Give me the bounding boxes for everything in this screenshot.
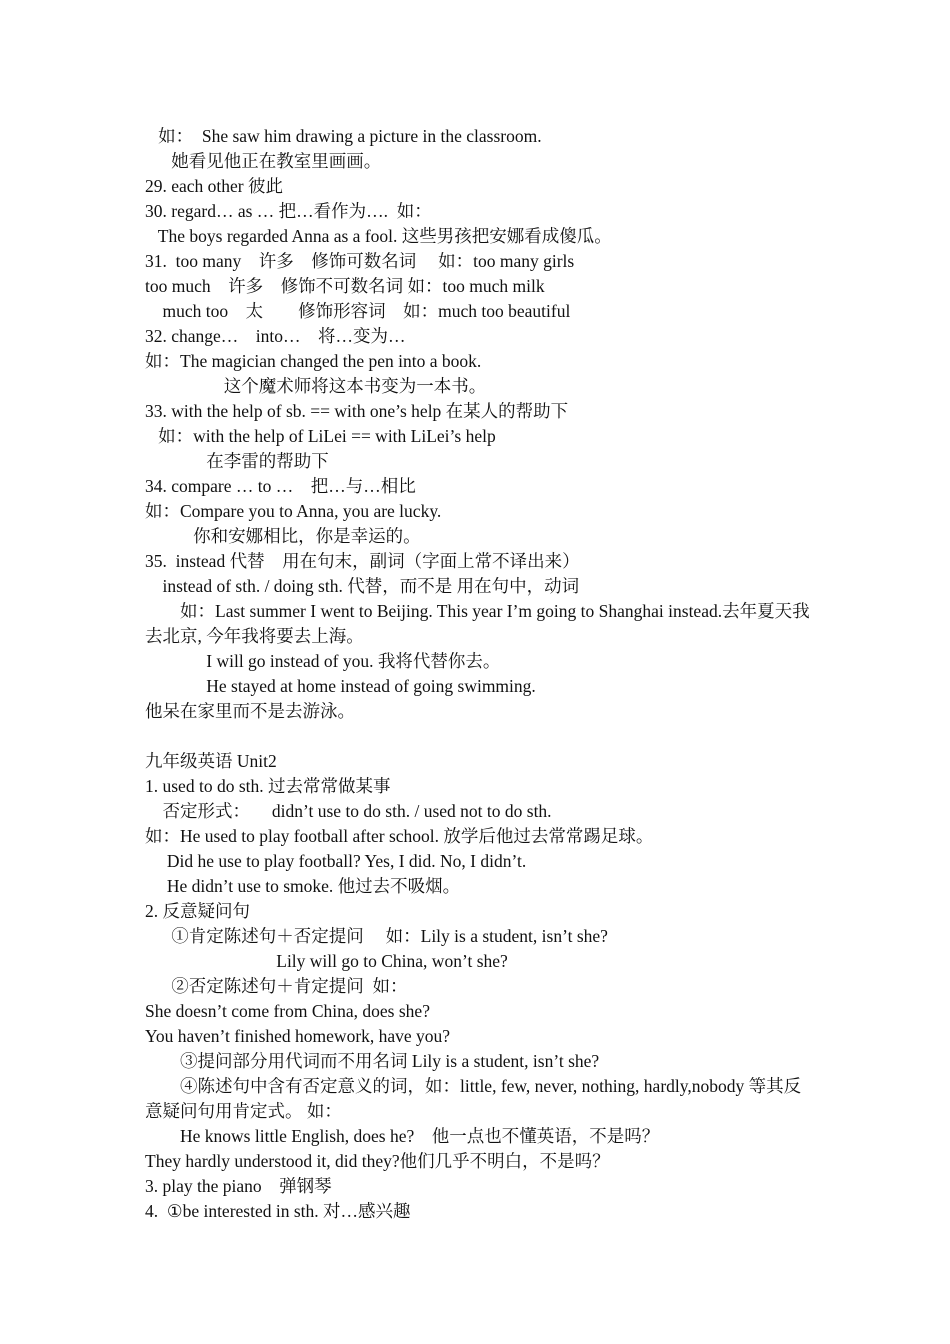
text-line: They hardly understood it, did they?他们几乎不明白，不是吗？ xyxy=(145,1151,610,1171)
text-line: 29. each other 彼此 xyxy=(145,176,284,196)
text-line: 他呆在家里而不是去游泳。 xyxy=(145,701,355,721)
text-line: 34. compare … to … 把…与…相比 xyxy=(145,476,416,496)
text-line: 2. 反意疑问句 xyxy=(145,901,250,921)
text-line: 35. instead 代替 用在句末，副词（字面上常不译出来） xyxy=(145,551,580,571)
text-line: 33. with the help of sb. == with one’s help 在某人的帮助下 xyxy=(145,401,569,421)
text-line: ③提问部分用代词而不用名词 Lily is a student, isn’t she? xyxy=(145,1051,600,1071)
text-line: Did he use to play football? Yes, I did. No, I didn’t. xyxy=(145,851,527,871)
text-line: 九年级英语 Unit2 xyxy=(145,751,277,771)
text-line: She doesn’t come from China, does she? xyxy=(145,1001,430,1021)
text-line: 4. ①be interested in sth. 对…感兴趣 xyxy=(145,1201,411,1221)
text-line: 否定形式： didn’t use to do sth. / used not to do sth. xyxy=(145,801,552,821)
text-line: 如：Last summer I went to Beijing. This year I’m going to Shanghai instead.去年夏天我去北京, 今年我将要去上海。 xyxy=(145,601,810,646)
text-line: 这个魔术师将这本书变为一本书。 xyxy=(145,376,487,396)
text-line: 你和安娜相比，你是幸运的。 xyxy=(145,526,421,546)
text-line: 3. play the piano 弹钢琴 xyxy=(145,1176,332,1196)
text-line: instead of sth. / doing sth. 代替，而不是 用在句中，动词 xyxy=(145,576,580,596)
text-line: 她看见他正在教室里画画。 xyxy=(145,151,382,171)
text-line: 如： She saw him drawing a picture in the classroom. xyxy=(145,126,542,146)
text-line: much too 太 修饰形容词 如：much too beautiful xyxy=(145,301,571,321)
text-line: 30. regard… as … 把…看作为…. 如： xyxy=(145,201,432,221)
text-line: 1. used to do sth. 过去常常做某事 xyxy=(145,776,391,796)
text-line: ②否定陈述句＋肯定提问 如： xyxy=(145,976,408,996)
text-line: 在李雷的帮助下 xyxy=(145,451,329,471)
text-line: I will go instead of you. 我将代替你去。 xyxy=(145,651,501,671)
text-line: 如：with the help of LiLei == with LiLei’s help xyxy=(145,426,496,446)
text-line: too much 许多 修饰不可数名词 如：too much milk xyxy=(145,276,545,296)
text-line: 32. change… into… 将…变为… xyxy=(145,326,406,346)
text-line: ①肯定陈述句＋否定提问 如：Lily is a student, isn’t she? xyxy=(145,926,608,946)
text-line: The boys regarded Anna as a fool. 这些男孩把安娜看成傻瓜。 xyxy=(145,226,612,246)
text-line: 31. too many 许多 修饰可数名词 如：too many girls xyxy=(145,251,575,271)
text-line: Lily will go to China, won’t she? xyxy=(145,951,508,971)
text-line: You haven’t finished homework, have you? xyxy=(145,1026,451,1046)
text-line: He didn’t use to smoke. 他过去不吸烟。 xyxy=(145,876,461,896)
text-line: ④陈述句中含有否定意义的词，如：little, few, never, nothing, hardly,nobody 等其反意疑问句用肯定式。 如： xyxy=(145,1076,802,1121)
text-line: He knows little English, does he? 他一点也不懂英语，不是吗？ xyxy=(145,1126,660,1146)
text-line: He stayed at home instead of going swimming. xyxy=(145,676,536,696)
text-line: 如：Compare you to Anna, you are lucky. xyxy=(145,501,442,521)
text-line: 如：The magician changed the pen into a book. xyxy=(145,351,482,371)
text-line: 如：He used to play football after school. 放学后他过去常常踢足球。 xyxy=(145,826,654,846)
